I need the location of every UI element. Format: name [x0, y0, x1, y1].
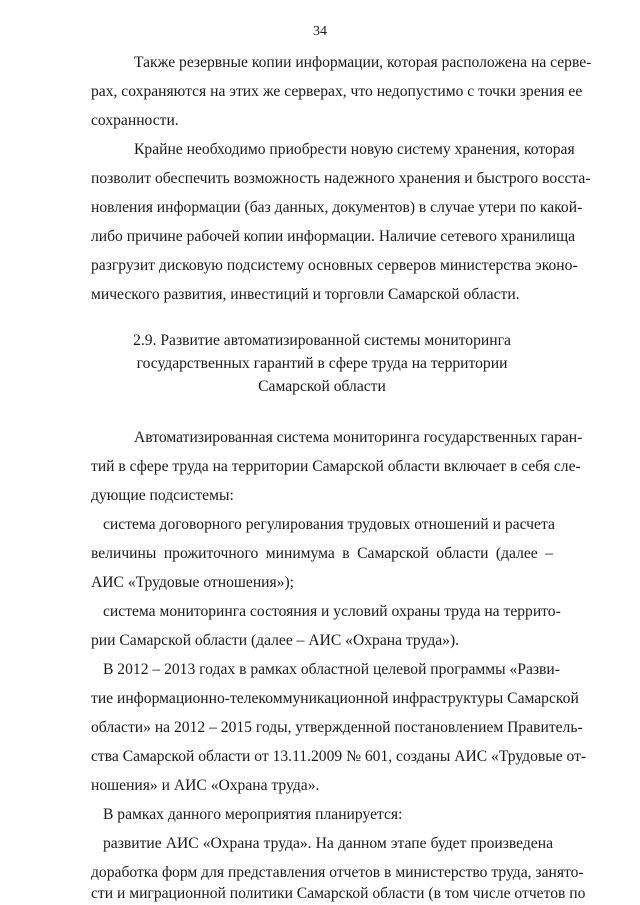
body-paragraph-4-line-4: ства Самарской области от 13.11.2009 № 601, созданы АИС «Трудовые от-	[91, 748, 587, 765]
paragraph-2-line-3: новления информации (баз данных, документов) в случае утери по какой-	[91, 199, 583, 216]
body-paragraph-4-line-2: тие информационно-телекоммуникационной инфраструктуры Самарской	[91, 690, 579, 707]
body-paragraph-2-line-2: величины прожиточного минимума в Самарской области (далее –	[91, 545, 553, 562]
paragraph-1-line-1: Также резервные копии информации, которая расположена на серве-	[134, 54, 592, 71]
paragraph-2-line-4: либо причине рабочей копии информации. Наличие сетевого хранилища	[91, 228, 576, 245]
paragraph-2-line-1: Крайне необходимо приобрести новую систему хранения, которая	[134, 141, 575, 158]
body-paragraph-1-line-3: дующие подсистемы:	[91, 487, 234, 504]
body-paragraph-4-line-5: ношения» и АИС «Охрана труда».	[91, 777, 320, 794]
body-paragraph-1-line-1: Автоматизированная система мониторинга государственных гаран-	[134, 429, 583, 446]
body-paragraph-2-line-3: АИС «Трудовые отношения»);	[91, 574, 295, 591]
paragraph-1-line-2: рах, сохраняются на этих же серверах, что недопустимо с точки зрения ее	[91, 83, 583, 100]
body-paragraph-3-line-2: рии Самарской области (далее – АИС «Охрана труда»).	[91, 632, 460, 649]
section-heading-line-1: 2.9. Развитие автоматизированной системы мониторинга	[133, 332, 511, 349]
body-paragraph-4-line-1: В 2012 – 2013 годах в рамках областной целевой программы «Разви-	[103, 661, 560, 678]
section-heading-line-2: государственных гарантий в сфере труда на территории	[136, 355, 508, 372]
section-heading-line-3: Самарской области	[258, 378, 386, 395]
body-paragraph-4-line-3: области» на 2012 – 2015 годы, утвержденной постановлением Правитель-	[91, 719, 583, 736]
body-paragraph-6-line-2: доработка форм для представления отчетов в министерство труда, занято-	[91, 864, 584, 881]
body-paragraph-3-line-1: система мониторинга состояния и условий охраны труда на террито-	[103, 603, 561, 620]
body-paragraph-2-line-1: система договорного регулирования трудовых отношений и расчета	[103, 516, 555, 533]
paragraph-2-line-6: мического развития, инвестиций и торговли Самарской области.	[91, 286, 520, 303]
page-number: 34	[313, 24, 327, 39]
body-paragraph-1-line-2: тий в сфере труда на территории Самарской области включает в себя сле-	[91, 458, 581, 475]
paragraph-2-line-5: разгрузит дисковую подсистему основных серверов министерства эконо-	[91, 257, 578, 274]
body-paragraph-6-line-3: сти и миграционной политики Самарской области (в том числе отчетов по	[91, 885, 586, 902]
body-paragraph-5-line-1: В рамках данного мероприятия планируется:	[103, 806, 403, 823]
paragraph-1-line-3: сохранности.	[91, 112, 179, 129]
body-paragraph-6-line-1: развитие АИС «Охрана труда». На данном этапе будет произведена	[103, 835, 553, 852]
paragraph-2-line-2: позволит обеспечить возможность надежного хранения и быстрого восста-	[91, 170, 591, 187]
